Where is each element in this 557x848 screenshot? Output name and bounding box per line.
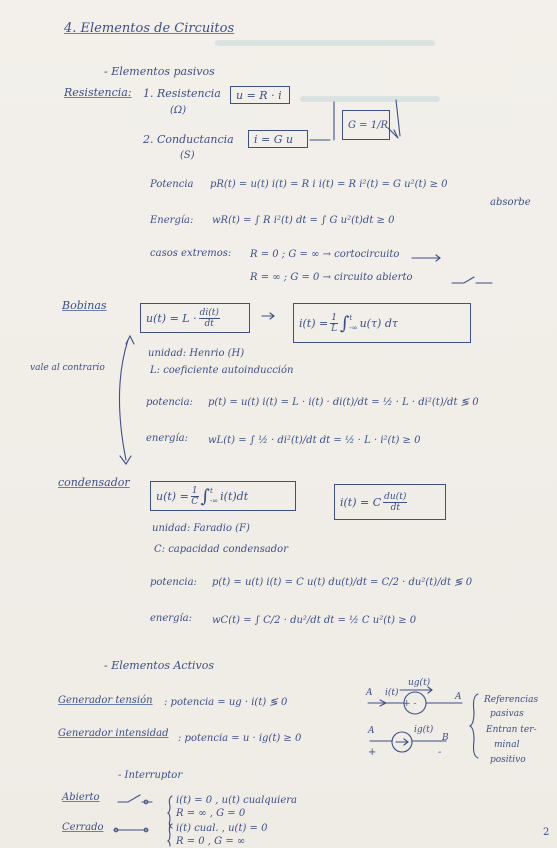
energia-label: Energía: [150,215,194,226]
bobina-unidad: unidad: Henrio (H) [148,348,245,359]
resistencia-item: 1. Resistencia [143,87,221,100]
referencias-note-line: pasivas [490,709,524,719]
abierto-line-2: R = ∞ , G = 0 [176,808,246,819]
diag1-source-label: ug(t) [408,678,431,688]
absorbe-note: absorbe [490,197,531,208]
condensador-potencia-formula: p(t) = u(t) i(t) = C u(t) du(t)/dt = C/2 · du²(t)/dt ≶ 0 [212,577,473,588]
condensador-voltage-lhs: u(t) = [156,489,189,503]
cerrado-line-2: R = 0 , G = ∞ [176,836,246,847]
bobina-current-den: L [331,323,338,334]
casos-extremos-label: casos extremos: [150,248,232,259]
ohm-law-box: u = R · i [230,86,290,104]
active-heading: - Elementos Activos [104,659,215,672]
condensador-current-lhs: i(t) = C [340,495,382,509]
interruptor-heading: - Interruptor [118,770,183,781]
referencias-note-line: Referencias [484,695,539,705]
generador-tension-label: Generador tensión [58,695,153,706]
bobina-implies-arrow [262,313,274,319]
diag2-source-arrow [396,739,408,745]
abierto-line-1: i(t) = 0 , u(t) cualquiera [176,795,297,806]
referencias-note-line: minal [494,740,520,750]
condensador-voltage-den: C [191,496,199,507]
diag2-minus: - [438,747,442,758]
diag2-plus: + [368,747,377,758]
bobina-current-num: 1 [331,312,337,323]
interruptor-cerrado-label: Cerrado [62,822,104,833]
diag1-polarity: + - [403,699,417,709]
condensador-unidad: unidad: Faradio (F) [152,523,250,534]
interruptor-abierto-label: Abierto [62,792,100,803]
energia-resistencia-formula: wR(t) = ∫ R i²(t) dt = ∫ G u²(t)dt ≥ 0 [212,215,395,226]
bobinas-label: Bobinas [62,299,107,312]
double-arrow-head-top [126,336,134,344]
condensador-current-num: du(t) [384,491,407,502]
generador-intensidad-label: Generador intensidad [58,728,169,739]
bobina-potencia-formula: p(t) = u(t) i(t) = L · i(t) · di(t)/dt = ½ · L · di²(t)/dt ≶ 0 [208,397,479,408]
diag1-terminal-a-right: A [455,692,462,702]
condensador-energia-label: energía: [150,613,192,624]
bobina-voltage-lhs: u(t) = L · [146,311,197,325]
condensador-energia-formula: wC(t) = ∫ C/2 · du²/dt dt = ½ C u²(t) ≥ 0 [212,615,417,626]
integral-limits: t -∞ [209,487,219,505]
bobina-potencia-label: potencia: [146,397,193,408]
referencias-note-line: Entran ter- [486,725,537,735]
condensador-voltage-rhs: i(t)dt [220,489,249,503]
arrow-head [388,128,398,138]
page-number: 2 [543,827,550,838]
diag2-terminal-b: B [442,733,449,743]
potencia-label: Potencia [150,179,194,190]
caso-circuito-abierto: R = ∞ ; G = 0 → circuito abierto [250,272,413,283]
cerrado-line-1: i(t) cual. , u(t) = 0 [176,823,268,834]
bobina-current-rhs: u(τ) dτ [359,316,398,330]
integral-sign: ∫ [339,312,350,334]
bobina-voltage-den: dt [204,318,214,329]
bobina-current-lhs: i(t) = [299,316,329,330]
condensador-current-den: dt [390,502,400,513]
integral-limits: t -∞ [349,314,358,332]
page-title: 4. Elementos de Circuitos [64,21,235,36]
circuito-abierto-symbol [452,277,492,283]
cortocircuito-symbol [412,255,440,261]
abierto-brace [168,796,172,828]
diag1-terminal-a-left: A [366,688,373,698]
bobina-coeficiente: L: coeficiente autoinducción [150,365,294,376]
diag1-current-label: i(t) [385,688,399,698]
potencia-resistencia-formula: pR(t) = u(t) i(t) = R i i(t) = R i²(t) = G u²(t) ≥ 0 [210,179,448,190]
referencias-brace [470,694,478,758]
g-equals-box: G = 1/R [342,110,390,140]
caso-cortocircuito: R = 0 ; G = ∞ → cortocircuito [250,249,400,260]
integral-sign: ∫ [200,485,210,507]
generador-intensidad-formula: : potencia = u · ig(t) ≥ 0 [178,733,302,744]
conductance-box: i = G u [248,130,308,148]
conductancia-item: 2. Conductancia [143,133,234,146]
condensador-coeficiente: C: capacidad condensador [154,544,288,555]
bracket-right [396,100,400,136]
ohm-unit: (Ω) [170,105,187,116]
bobina-energia-label: energía: [146,433,188,444]
diag2-source-label: ig(t) [414,725,434,735]
condensador-voltage-num: 1 [191,485,198,496]
referencias-note-line: positivo [490,755,526,765]
condensador-label: condensador [58,476,130,489]
diag1-source-circle [404,692,426,714]
condensador-potencia-label: potencia: [150,577,197,588]
diag2-terminal-a: A [368,726,375,736]
bobina-voltage-num: di(t) [199,307,219,318]
resistencia-label: Resistencia: [64,86,132,99]
generador-tension-formula: : potencia = ug · i(t) ≶ 0 [164,697,288,708]
passive-heading: - Elementos pasivos [104,65,215,78]
siemens-unit: (S) [180,150,195,161]
bobina-energia-formula: wL(t) = ∫ ½ · di²(t)/dt dt = ½ · L · i²(t) ≥ 0 [208,435,421,446]
vale-al-contrario-note: vale al contrario [30,363,105,373]
double-arrow-curve [119,340,128,460]
